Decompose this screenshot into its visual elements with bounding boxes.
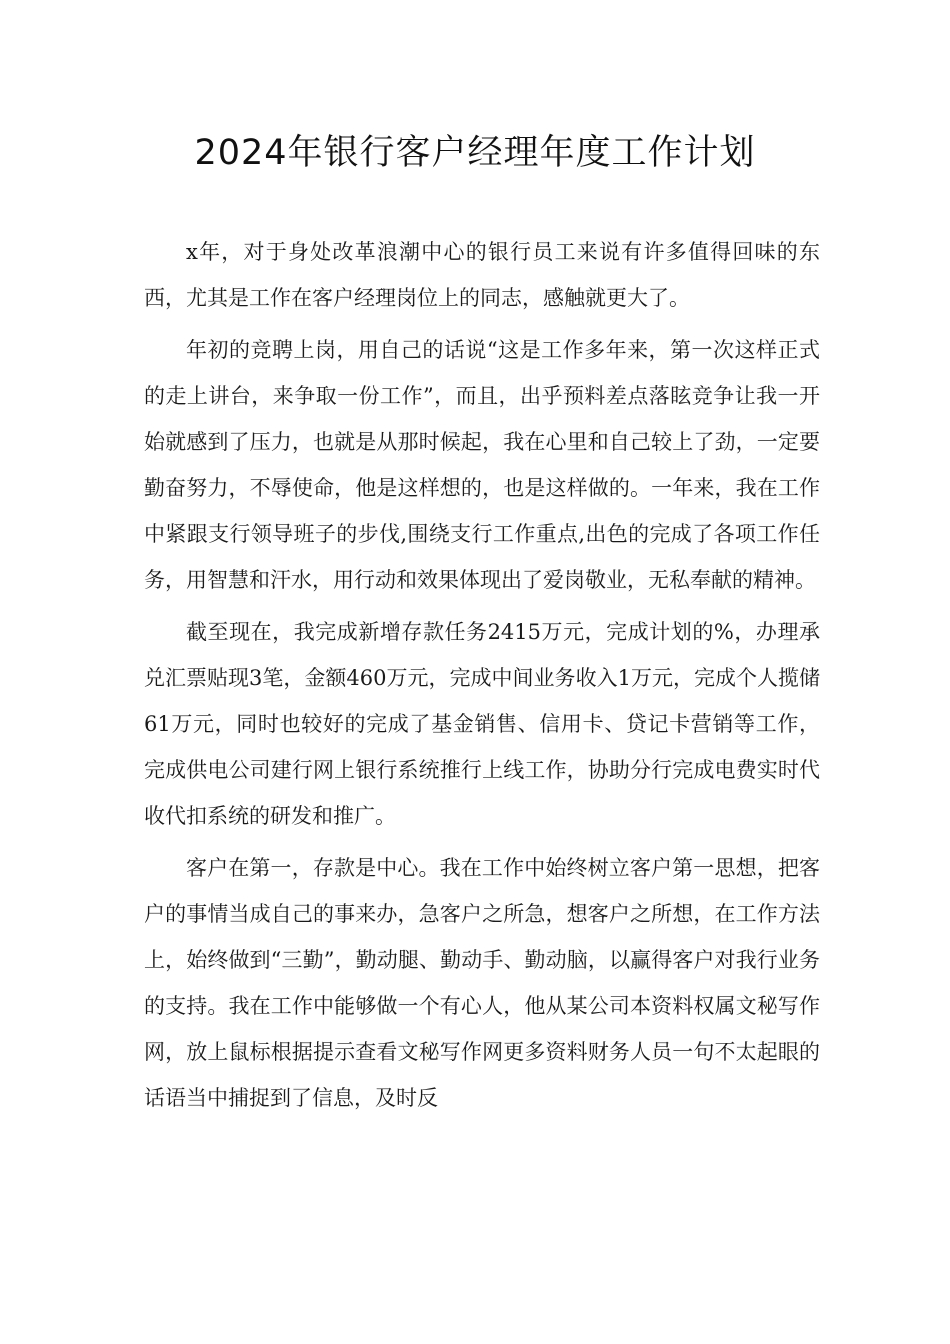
paragraph-1: x年，对于身处改革浪潮中心的银行员工来说有许多值得回味的东西，尤其是工作在客户经理岗位上的同志，感触就更大了。	[144, 240, 820, 310]
paragraph-4: 客户在第一，存款是中心。我在工作中始终树立客户第一思想，把客户的事情当成自己的事来办，急客户之所急，想客户之所想，在工作方法上，始终做到“三勤”，勤动腿、勤动手、勤动脑，以赢得客户对我行业务的支持。我在工作中能够做一个有心人，他从某公司本资料权属文秘写作网，放上鼠标根据提示查看文秘写作网更多资料财务人员一句不太起眼的话语当中捕捉到了信息，及时反	[144, 856, 820, 1110]
document-title: 2024年银行客户经理年度工作计划	[194, 133, 756, 173]
paragraph-3: 截至现在，我完成新增存款任务2415万元，完成计划的%，办理承兑汇票贴现3笔，金额460万元，完成中间业务收入1万元，完成个人揽储61万元，同时也较好的完成了基金销售、信用卡、贷记卡营销等工作，完成供电公司建行网上银行系统推行上线工作，协助分行完成电费实时代收代扣系统的研发和推广。	[144, 620, 820, 828]
document-body	[144, 230, 820, 1128]
paragraph-2: 年初的竞聘上岗，用自己的话说“这是工作多年来，第一次这样正式的走上讲台，来争取一份工作”，而且，出乎预料差点落眩竞争让我一开始就感到了压力，也就是从那时候起，我在心里和自己较上了劲，一定要勤奋努力，不辱使命，他是这样想的，也是这样做的。一年来，我在工作中紧跟支行领导班子的步伐,围绕支行工作重点,出色的完成了各项工作任务，用智慧和汗水，用行动和效果体现出了爱岗敬业，无私奉献的精神。	[144, 338, 820, 592]
